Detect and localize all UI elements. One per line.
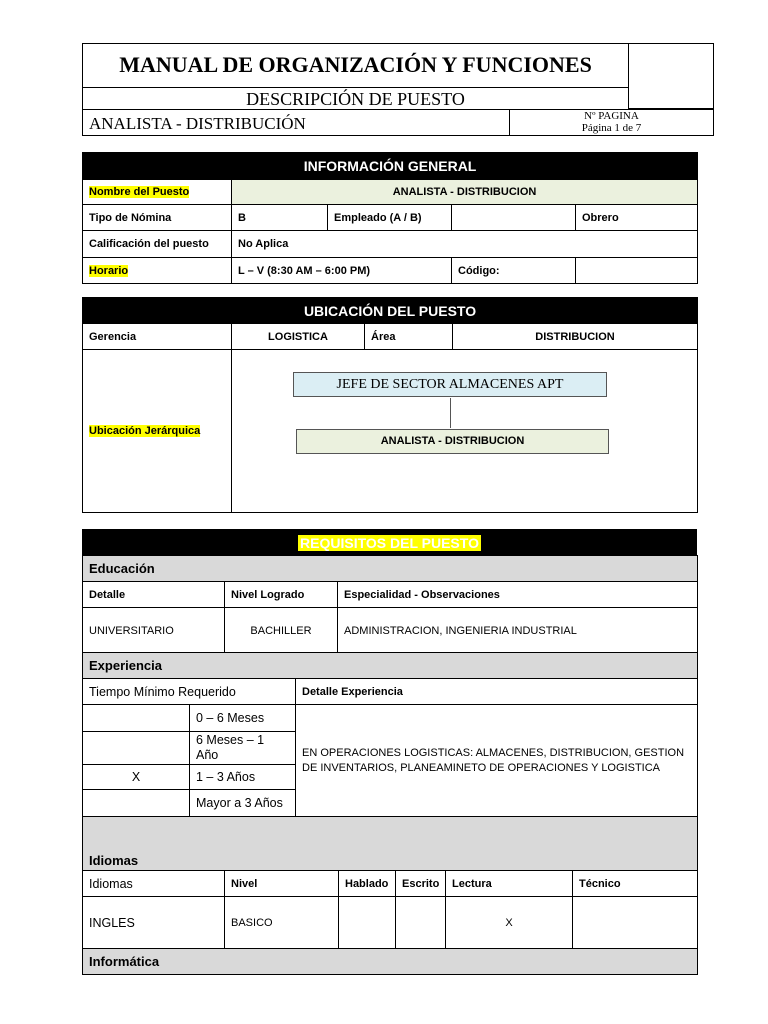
horario-label-cell [83,258,232,284]
org-box-analista-label: ANALISTA - DISTRIBUCION [380,435,525,447]
tipo-value: B [232,205,328,231]
experiencia-mark-3 [83,790,190,817]
ubicacion-table [82,297,698,513]
org-box-analista [296,429,609,454]
horario-value: L – V (8:30 AM – 6:00 PM) [232,258,452,284]
ubicacion-heading: UBICACIÓN DEL PUESTO [83,298,698,324]
idiomas-row-lectura: X [446,897,573,949]
org-connector [450,398,451,428]
experiencia-col-detalle: Detalle Experiencia [296,679,698,705]
position-cell [82,109,510,136]
educacion-col-nivel: Nivel Logrado [225,582,338,608]
document-subtitle: DESCRIPCIÓN DE PUESTO [246,89,465,109]
idiomas-row-tecnico [573,897,698,949]
idiomas-row-idioma: INGLES [83,897,225,949]
position-name: ANALISTA - DISTRIBUCIÓN [89,114,306,133]
nombre-label-cell [83,180,232,205]
educacion-table [82,555,698,654]
area-value: DISTRIBUCION [453,324,698,350]
experiencia-option-2: 1 – 3 Años [190,765,296,790]
experiencia-option-0: 0 – 6 Meses [190,705,296,732]
requisitos-heading-table [82,529,697,556]
educacion-heading: Educación [83,556,698,582]
calif-label: Calificación del puesto [83,231,232,258]
page-label: Nº PAGINA [584,110,639,122]
horario-label: Horario [89,264,129,277]
experiencia-mark-0 [83,705,190,732]
idiomas-row-hablado [339,897,396,949]
idiomas-col-escrito: Escrito [396,871,446,897]
nombre-label: Nombre del Puesto [89,186,190,198]
experiencia-mark-1 [83,732,190,765]
page-number-cell [509,109,714,136]
educacion-row-especialidad: ADMINISTRACION, INGENIERIA INDUSTRIAL [338,608,698,654]
area-label: Área [365,324,453,350]
idiomas-table [82,816,698,975]
idiomas-col-tecnico: Técnico [573,871,698,897]
empleado-label: Empleado (A / B) [328,205,452,231]
experiencia-detalle: EN OPERACIONES LOGISTICAS: ALMACENES, DISTRIBUCION, GESTION DE INVENTARIOS, PLANEAMINETO DE OPERACIONES Y LOGISTICA [296,705,698,817]
gerencia-label: Gerencia [83,324,232,350]
subtitle-cell [82,87,629,110]
educacion-row-detalle: UNIVERSITARIO [83,608,225,654]
idiomas-col-idiomas: Idiomas [83,871,225,897]
obrero-label: Obrero [576,205,698,231]
page-value: Página 1 de 7 [581,122,642,134]
idiomas-col-hablado: Hablado [339,871,396,897]
idiomas-col-nivel: Nivel [225,871,339,897]
experiencia-option-1: 6 Meses – 1 Año [190,732,296,765]
informatica-heading: Informática [83,949,698,975]
calif-value: No Aplica [232,231,698,258]
educacion-row-nivel: BACHILLER [225,608,338,654]
experiencia-col-tiempo: Tiempo Mínimo Requerido [83,679,296,705]
general-info-table [82,152,698,284]
idiomas-col-lectura: Lectura [446,871,573,897]
idiomas-heading: Idiomas [83,817,698,871]
org-box-jefe [293,372,607,397]
idiomas-row-nivel: BASICO [225,897,339,949]
educacion-col-detalle: Detalle [83,582,225,608]
logo-cell [628,43,714,109]
nombre-value: ANALISTA - DISTRIBUCION [232,180,698,205]
experiencia-mark-2: X [83,765,190,790]
org-box-jefe-label: JEFE DE SECTOR ALMACENES APT [336,377,564,392]
codigo-value [576,258,698,284]
gerencia-value: LOGISTICA [232,324,365,350]
title-cell [82,43,629,88]
tipo-label: Tipo de Nómina [83,205,232,231]
general-info-heading: INFORMACIÓN GENERAL [83,153,698,180]
document-header [82,43,714,136]
empleado-value [452,205,576,231]
experiencia-option-3: Mayor a 3 Años [190,790,296,817]
requisitos-heading: REQUISITOS DEL PUESTO [300,534,479,551]
jerarquica-label-cell [83,350,232,513]
jerarquica-label: Ubicación Jerárquica [89,425,201,437]
experiencia-heading: Experiencia [83,653,698,679]
idiomas-row-escrito [396,897,446,949]
requisitos-heading-cell [83,530,697,556]
document-title: MANUAL DE ORGANIZACIÓN Y FUNCIONES [119,52,592,77]
codigo-label: Código: [452,258,576,284]
educacion-col-especialidad: Especialidad - Observaciones [338,582,698,608]
experiencia-table [82,652,698,817]
